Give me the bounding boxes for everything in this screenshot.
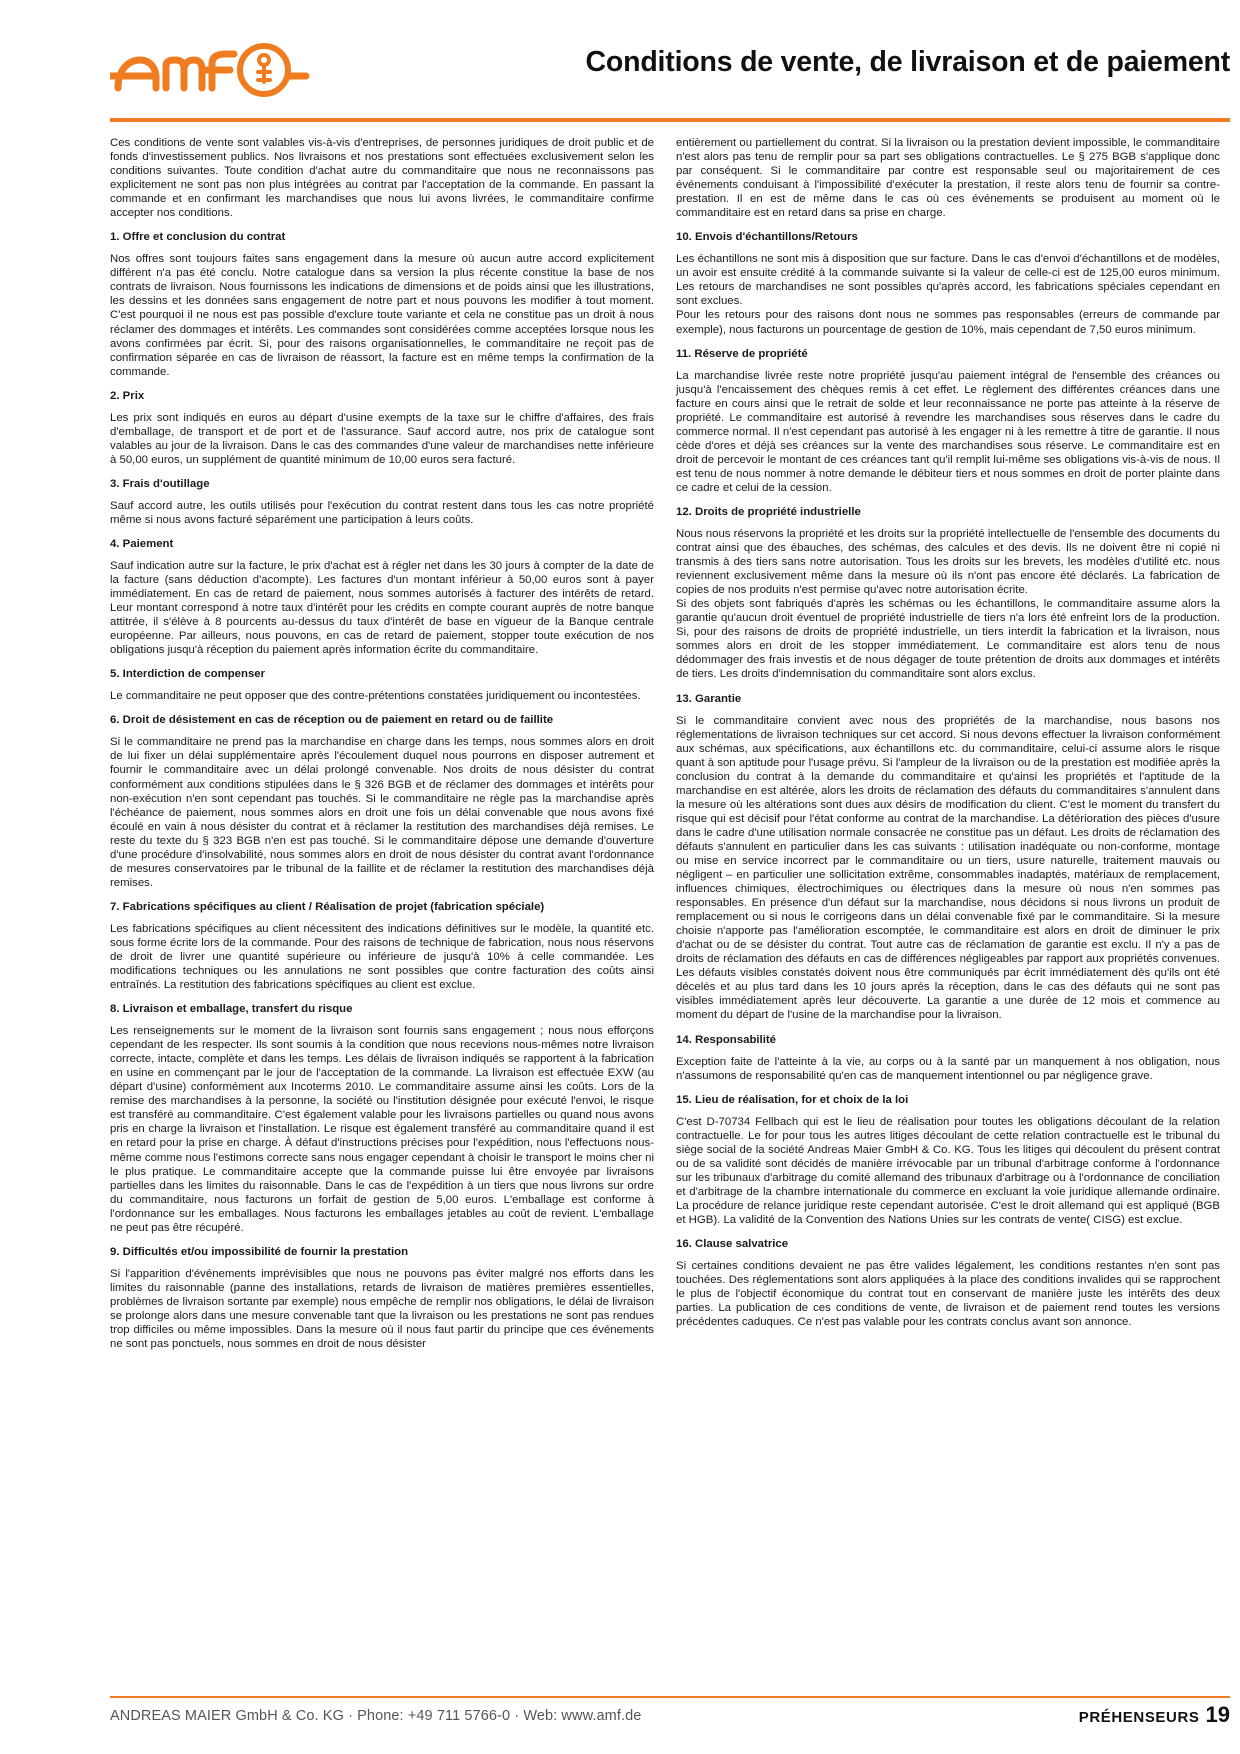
right-column xyxy=(676,136,1220,1339)
page-header xyxy=(110,38,1230,120)
clause-section xyxy=(110,667,654,703)
section-label: PRÉHENSEURS xyxy=(1078,1709,1200,1726)
footer-company-line: ANDREAS MAIER GmbH & Co. KG · Phone: +49 711 5766-0 · Web: www.amf.de xyxy=(110,1708,642,1724)
clause-paragraph: Nos offres sont toujours faites sans engagement dans la mesure où aucun autre accord explicitement différent n'a pas été conclu. Notre catalogue dans sa version la plus récente constitue la base de nos contrats de livraison. Nous fournissons les indications de dimensions et de poids ainsi que les illustrations, les dessins et les données sans engagement de notre part et nous pouvons les modifier à tout moment. C'est pourquoi il ne nous est pas possible d'exclure toute variante et cela ne constitue pas un droit à nous réclamer des dommages et intérêts. Les commandes sont considérées comme acceptées lorsque nous les avons confirmées par écrit. Si, pour des raisons organisationnelles, le commanditaire ne reçoit pas de confirmation séparée en cas de livraison de réassort, la facture est en même temps la confirmation de la commande. xyxy=(110,253,654,378)
clause-heading: 4. Paiement xyxy=(110,537,174,550)
clause-section xyxy=(110,389,654,467)
clause-section xyxy=(110,477,654,527)
clause-section xyxy=(676,347,1220,495)
clause-section xyxy=(676,505,1220,682)
clause-paragraph: Les renseignements sur le moment de la livraison sont fournis sans engagement ; nous nous efforçons cependant de les respecter. Ils sont soumis à la condition que nous recevions nous-mêmes notre livraison correcte, intacte, complète et dans les temps. Les délais de livraison indiqués se rapportent à la fabrication en usine en commençant par le jour de l'acceptation de la commande. La livraison est effectuée EXW (au départ d'usine) conformément aux Incoterms 2010. Le commanditaire assume ainsi les coûts. Lors de la remise des marchandises à la personne, la société ou l'institution désignée pour exécuté l'envoi, le risque est transféré au commanditaire. C'est également valable pour les livraisons partielles ou quand nous avons pris en charge la livraison et l'installation. Le risque est également transféré au commanditaire quand il est en retard pour la prise en charge. À défaut d'instructions précises pour l'expédition, nous l'effectuons nous-même comme nous l'estimons correcte sans nous engager cependant à choisir le transport le moins cher ni le plus pratique. Le commanditaire accepte que la commande puisse lui être envoyée par livraisons partielles dans les limites du raisonnable. Dans le cas de l'expédition à un tiers que nous livrons sur ordre du commanditaire, nous facturons un forfait de gestion de 5,00 euros. L'emballage est conforme à l'ordonnance sur les emballages. Nous facturons les emballages jetables au coût de revient. L'emballage ne peut pas être récupéré. xyxy=(110,1025,654,1234)
clause-paragraph: C'est D-70734 Fellbach qui est le lieu de réalisation pour toutes les obligations découlant de la relation contractuelle. Le for pour tous les autres litiges découlant de cette relation contractuelle est le tribunal du siège social de la société Andreas Maier GmbH & Co. KG. Tous les litiges qui découlent du présent contrat ou de sa validité sont décidés de manière irrévocable par un tribunal d'arbitrage conforme à l'ordonnance sur les tribunaux d'arbitrage du comité allemand des tribunaux d'arbitrage ou à l'ordonnance de conciliation et d'arbitrage de la chambre internationale du commerce en excluant la voie juridique allemande ordinaire. La procédure de relance juridique reste cependant autorisée. C'est le droit allemand qui est appliqué (BGB et HGB). La validité de la Convention des Nations Unies sur les contrats de vente( CISG) est exclue. xyxy=(676,1115,1220,1226)
clause-heading: 7. Fabrications spécifiques au client / Réalisation de projet (fabrication spéciale) xyxy=(110,900,545,913)
clause-paragraph: Les fabrications spécifiques au client nécessitent des indications définitives sur le modèle, la quantité etc. sous forme écrite lors de la commande. Pour des raisons de technique de fabrication, nous nous réservons de droit de livrer une quantité supérieure ou inférieure de jusqu'à 10% à celle commandée. Les modifications techniques ou les annulations ne sont possibles que contre facturation des coûts ainsi entraînés. La restitution des fabrications spécifiques au client est exclue. xyxy=(110,922,654,992)
clause-paragraph: Exception faite de l'atteinte à la vie, au corps ou à la santé par un manquement à nos obligation, nous n'assumons de responsabilité qu'en cas de manquement intentionnel ou par négligence grave. xyxy=(676,1055,1220,1082)
page-number: 19 xyxy=(1205,1702,1230,1727)
clause-section xyxy=(676,1237,1220,1329)
clause-section xyxy=(110,900,654,992)
clause-paragraph: La marchandise livrée reste notre propriété jusqu'au paiement intégral de l'ensemble des créances ou jusqu'à l'encaissement des chèques remis à cet effet. Le règlement des différentes créances dans une facture en cours ainsi que le retrait de solde et leur reconnaissance ne porte pas atteinte à la réserve de propriété. Le commanditaire est autorisé à revendre les marchandises sous réserves dans le cadre du commerce normal. Il n'est cependant pas autorisé à les engager ni à les remettre à titre de garantie. Il nous cède d'ores et déjà ses créances sur la vente des marchandises sous réserve. Le commanditaire est en droit de percevoir le montant de ces créances tant qu'il remplit lui-même ses obligations vis-à-vis de nous. Il est tenu de nous nommer à notre demande le débiteur tiers et nous sommes en droit de porter plainte dans ce cadre et celui de la cession. xyxy=(676,369,1220,494)
clause-heading: 2. Prix xyxy=(110,389,145,402)
clause-paragraph: Le commanditaire ne peut opposer que des contre-prétentions constatées juridiquement ou incontestées. xyxy=(110,690,641,703)
left-column xyxy=(110,136,654,1361)
footer-divider xyxy=(110,1696,1230,1698)
clause-heading: 8. Livraison et emballage, transfert du risque xyxy=(110,1003,353,1016)
clause-paragraph: Si l'apparition d'événements imprévisibles que nous ne pouvons pas éviter malgré nos efforts dans les limites du raisonnable (panne des installations, retards de livraison de matières premières essentielles, problèmes de livraison sortante par exemple) nous empêche de remplir nos obligations, le délai de livraison se prolonge alors dans une mesure convenable tant que la livraison ou les prestations ne sont pas rendues trop difficiles ou même impossibles. Dans la mesure où il nous faut partir du principe que ces événements ne sont pas ponctuels, nous sommes en droit de nous désister xyxy=(110,1267,654,1351)
clause-section xyxy=(676,1093,1220,1227)
footer-page-label xyxy=(1079,1702,1230,1728)
page-title: Conditions de vente, de livraison et de paiement xyxy=(585,46,1230,78)
clause-heading: 15. Lieu de réalisation, for et choix de la loi xyxy=(676,1093,909,1106)
clause-heading: 3. Frais d'outillage xyxy=(110,477,210,490)
clause-paragraph: Les échantillons ne sont mis à disposition que sur facture. Dans le cas d'envoi d'échantillons et de modèles, un avoir est ensuite crédité à la commande suivante si la valeur de celle-ci est de 125,00 euros minimum. Les retours de marchandises ne sont possibles qu'après accord, les fabrications spéciales cependant en sont exclues. xyxy=(676,253,1220,308)
clause-heading: 16. Clause salvatrice xyxy=(676,1238,789,1250)
clause-paragraph: Sauf accord autre, les outils utilisés pour l'exécution du contrat restent dans tous les cas notre propriété même si nous avons facturé séparément une participation à leurs coûts. xyxy=(110,499,654,526)
clause-section xyxy=(676,692,1220,1023)
clause-paragraph: Si des objets sont fabriqués d'après les schémas ou les échantillons, le commanditaire assume alors la garantie qu'aucun droit éventuel de propriété industrielle de tiers n'a lors été enfreint lors de la production. Si, pour des raisons de droits de propriété industrielle, un tiers interdit la fabrication et la livraison, nous sommes alors en droit de les stopper immédiatement. Le commanditaire est alors tenu de nous dédommager des frais investis et de nous dégager de toute prétention de droits aux dommages et intérêts de tiers. Les droits d'indemnisation du commanditaire sont alors exclus. xyxy=(676,598,1220,681)
clause-section xyxy=(676,136,1220,220)
clause-heading: 9. Difficultés et/ou impossibilité de fournir la prestation xyxy=(110,1245,409,1258)
clause-section xyxy=(110,537,654,657)
clause-paragraph: entièrement ou partiellement du contrat. Si la livraison ou la prestation devient impossible, le commanditaire n'est alors pas tenu de remplir pour sa part ses obligations contractuelles. Le § 275 BGB s'applique donc par conséquent. Si le commanditaire par contre est responsable seul ou majoritairement de ces événements conduisant à l'impossibilité d'exécuter la prestation, il reste alors tenu de fournir sa contre-prestation. Il en est de même dans le cas où ces événements se produisent au moment où le commanditaire est en retard dans sa prise en charge. xyxy=(676,137,1220,220)
clause-section xyxy=(110,136,654,220)
clause-heading: 6. Droit de désistement en cas de réception ou de paiement en retard ou de faillite xyxy=(110,714,554,727)
clause-paragraph: Pour les retours pour des raisons dont nous ne sommes pas responsables (erreurs de commande par exemple), nous facturons un pourcentage de gestion de 10%, mais cependant de 7,50 euros minimum. xyxy=(676,309,1220,336)
clause-section xyxy=(110,1245,654,1351)
clause-heading: 1. Offre et conclusion du contrat xyxy=(110,231,286,244)
clause-paragraph: Les prix sont indiqués en euros au départ d'usine exempts de la taxe sur le chiffre d'affaires, des frais d'emballage, de transport et de port et de l'assurance. Sauf accord autre, nos prix de catalogue sont valables au jour de la livraison. Dans le cas des commandes d'une valeur de marchandises nette inférieure à 50,00 euros, un supplément de quantité minimum de 10,00 euros sera facturé. xyxy=(110,411,654,466)
header-divider xyxy=(110,118,1230,122)
clause-heading: 13. Garantie xyxy=(676,692,742,705)
clause-heading: 11. Réserve de propriété xyxy=(676,347,808,360)
clause-section xyxy=(676,1033,1220,1083)
clause-section xyxy=(110,713,654,890)
clause-section xyxy=(676,230,1220,336)
clause-paragraph: Sauf indication autre sur la facture, le prix d'achat est à régler net dans les 30 jours à compter de la date de la facture (sans déduction d'acompte). Les factures d'un montant inférieur à 50,00 euros sont à payer immédiatement. En cas de retard de paiement, nous sommes autorisés à facturer des intérêts de retard. Leur montant correspond à notre taux d'intérêt pour les crédits en compte courant auprès de notre banque attitrée, il s'élève à 8 pourcents au-dessus du taux d'intérêt de base en vigueur de la Banque centrale européenne. Par ailleurs, nous pouvons, en cas de retard de paiement, stopper toute exécution de nos obligations jusqu'à réception du paiement après information écrite du commanditaire. xyxy=(110,559,654,657)
clause-heading: 10. Envois d'échantillons/Retours xyxy=(676,231,858,244)
clause-section xyxy=(110,1002,654,1235)
clause-heading: 12. Droits de propriété industrielle xyxy=(676,505,861,518)
amf-logo xyxy=(110,38,310,100)
clause-paragraph: Si le commanditaire convient avec nous des propriétés de la marchandise, nous basons nos réglementations de livraison techniques sur cet accord. Si nous devons effectuer la livraison conformément aux schémas, aux spécifications, aux échantillons etc. du commanditaire, celui-ci assume alors le risque quant à son aptitude pour l'usage prévu. Si l'ampleur de la livraison ou de la prestation est modifiée après la conclusion du contrat à la demande du commanditaire et qu'ainsi les propriétés et l'aptitude de la marchandise en est altérée, alors les droits de réclamation des défauts du commanditaires s'annulent dans la mesure où les altérations sont dues aux désirs de modification du client. C'est le moment du transfert du risque qui est décisif pour l'état conforme au contrat de la marchandise. La détérioration des pièces d'usure dans le cadre d'une utilisation normale consacrée ne constitue pas un défaut. Les droits de réclamation des défauts s'annulent en particulier dans les cas suivants : utilisation inadéquate ou non-conforme, montage ou mise en service incorrect par le commanditaire ou un tiers, usure naturelle, traitement mauvais ou négligent – en particulier une sollicitation extrême, consommables inadaptés, matériaux de remplacement, influences chimiques, électrochimiques ou électriques dans la mesure où nous n'en sommes pas responsables. En présence d'un défaut sur la marchandise, nous décidons si nous livrons un produit de remplacement ou si nous le corrigeons dans un délai convenable fixé par le commanditaire. Si la mesure choisie n'apporte pas l'amélioration escomptée, le commanditaire est alors en droit de diminuer le prix d'achat ou de se désister du contrat. Tout autre cas de réclamation de garantie est exclu. Il n'y a pas de droits de réclamation des défauts en cas de différences négligeables par rapport aux propriétés convenues. Les défauts visibles constatés doivent nous être communiqués par écrit immédiatement dès qu'ils ont été décelés et au plus tard dans les 10 jours après la réception, dans le cas des défauts qui ne sont pas visibles immédiatement après leur découverte. La garantie a une durée de 12 mois et commence au moment du départ de l'usine de la marchandise pour la livraison. xyxy=(676,714,1220,1022)
clause-heading: 5. Interdiction de compenser xyxy=(110,668,266,681)
clause-section xyxy=(110,230,654,378)
clause-paragraph: Ces conditions de vente sont valables vis-à-vis d'entreprises, de personnes juridiques de droit public et de fonds d'investissement publics. Nos livraisons et nos prestations sont effectuées exclusivement selon les conditions suivantes. Toute condition d'achat autre du commanditaire que nous ne reconnaissons pas explicitement ne sont pas non plus intégrées au contrat par l'acceptation de la commande. En passant la commande et en confirmant les marchandises que nous lui avons livrées, le commanditaire confirme accepter nos conditions. xyxy=(110,137,654,220)
clause-paragraph: Si certaines conditions devaient ne pas être valides légalement, les conditions restantes n'en sont pas touchées. Des réglementations sont alors appliquées à la place des conditions invalides qui se rapprochent le plus de l'objectif économique du contrat tout en conservant de manière juste les intérêts des deux parties. La publication de ces conditions de vente, de livraison et de paiement rend toutes les versions précédentes caduques. Ce n'est pas valable pour les contrats conclus avant son annonce. xyxy=(676,1260,1220,1329)
clause-heading: 14. Responsabilité xyxy=(676,1033,777,1046)
clause-paragraph: Si le commanditaire ne prend pas la marchandise en charge dans les temps, nous sommes alors en droit de lui fixer un délai supplémentaire après l'écoulement duquel nous pourrons en disposer autrement et fournir le commanditaire avec un délai prolongé convenable. Nos droits de nous désister du contrat conformément aux conditions stipulées dans le § 326 BGB et de réclamer des dommages et intérêts pour non-exécution n'en sont cependant pas touchés. Si le commanditaire ne règle pas la marchandise après l'échéance de paiement, nous sommes alors en droit une fois un délai convenable que nous avons fixé écoulé en vain à nous désister du contrat et à réclamer la restitution des marchandises déjà remises. Le reste du texte du § 323 BGB n'en est pas touché. Si le commanditaire dépose une demande d'ouverture d'une procédure d'insolvabilité, nous sommes alors en droit de nous désister du contrat avant l'ordonnance de mesures conservatoires par le tribunal de la faillite et de réclamer la restitution des marchandises déjà remises. xyxy=(110,736,654,889)
clause-paragraph: Nous nous réservons la propriété et les droits sur la propriété intellectuelle de l'ensemble des documents du contrat ainsi que des ébauches, des schémas, des calcules et des devis. Ils ne doivent être ni copié ni transmis à des tiers sans notre autorisation. Tous les droits sur les brevets, les modèles d'utilité etc. nous reviennent exclusivement même dans la mesure où ils n'ont pas encore été déclarés. La fabrication de copies de nos produits n'est permise qu'avec notre autorisation écrite. xyxy=(676,527,1220,597)
